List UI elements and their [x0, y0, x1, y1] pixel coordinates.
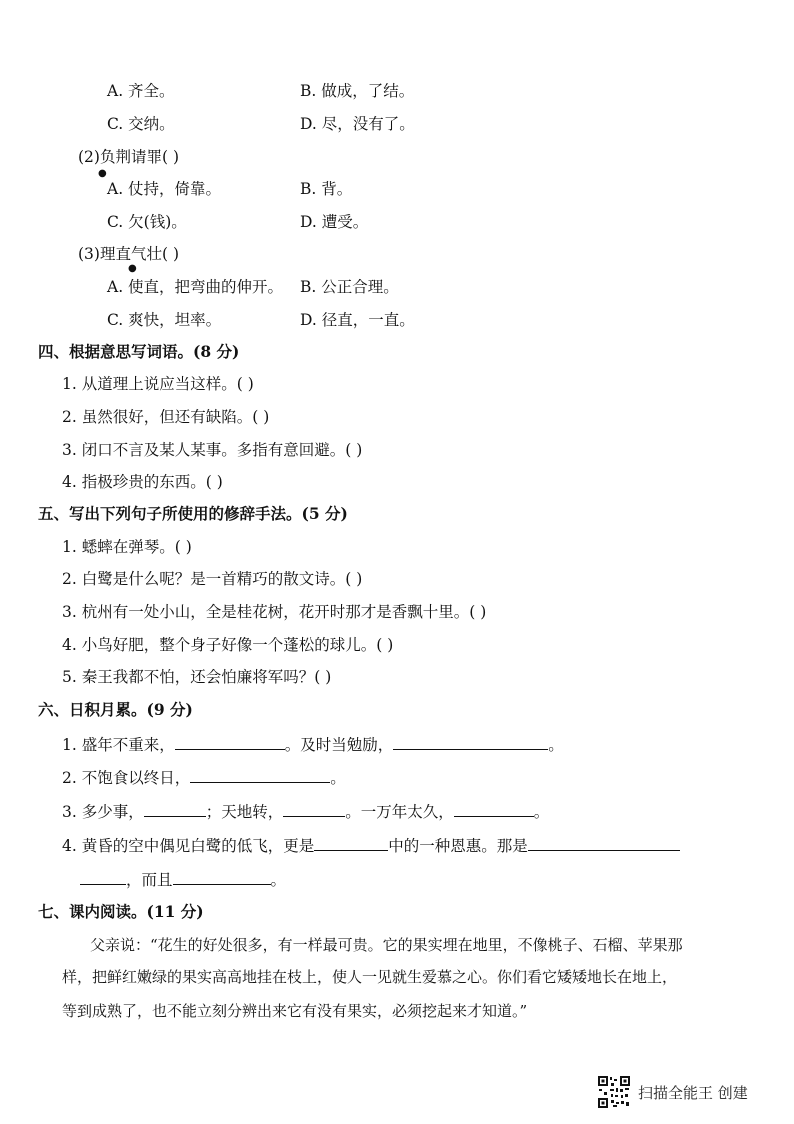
- q2-option-a: A. 仗持，倚靠。: [107, 180, 222, 198]
- q3-option-c: C. 爽快，坦率。: [107, 311, 222, 329]
- section-5-item: 1. 蟋蟀在弹琴。( ): [62, 538, 192, 556]
- q3-option-d: D. 径直，一直。: [300, 311, 415, 329]
- answer-blank[interactable]: [144, 800, 206, 817]
- q3-option-b: B. 公正合理。: [300, 278, 399, 296]
- section-6-line-4: 4. 黄昏的空中偶见白鹭的低飞，更是 中的一种恩惠。那是: [62, 834, 680, 857]
- q2-option-c: C. 欠(钱)。: [107, 213, 187, 231]
- reading-paragraph-line: 等到成熟了，也不能立刻分辨出来它有没有果实，必须挖起来才知道。”: [62, 1002, 528, 1020]
- emphasis-dot: ●: [98, 168, 107, 179]
- answer-blank[interactable]: [190, 766, 330, 783]
- qr-code-icon: [597, 1075, 631, 1109]
- section-5-item: 4. 小鸟好肥，整个身子好像一个蓬松的球儿。( ): [62, 636, 394, 654]
- section-6-title: 六、日积月累。(9 分): [38, 700, 193, 719]
- answer-blank[interactable]: [314, 834, 388, 851]
- q2-word: 负荆请罪: [99, 148, 162, 166]
- answer-blank[interactable]: [528, 834, 680, 851]
- section-5-title: 五、写出下列句子所使用的修辞手法。(5 分): [38, 504, 348, 523]
- answer-blank[interactable]: [454, 800, 534, 817]
- section-4-item: 2. 虽然很好，但还有缺陷。( ): [62, 408, 270, 426]
- q3-label: (3)理直气壮( ): [78, 245, 180, 263]
- emphasis-dot: ●: [128, 263, 137, 274]
- reading-paragraph-line: 父亲说：“花生的好处很多，有一样最可贵。它的果实埋在地里，不像桃子、石榴、苹果那: [90, 936, 683, 954]
- footer-watermark: 扫描全能王 创建: [638, 1084, 748, 1102]
- section-5-item: 3. 杭州有一处小山，全是桂花树，花开时那才是香飘十里。( ): [62, 603, 487, 621]
- answer-blank[interactable]: [175, 733, 285, 750]
- section-4-item: 1. 从道理上说应当这样。( ): [62, 375, 254, 393]
- section-6-line-1: 1. 盛年不重来， 。及时当勉励， 。: [62, 733, 564, 756]
- q2-option-d: D. 遭受。: [300, 213, 369, 231]
- section-7-title: 七、课内阅读。(11 分): [38, 902, 204, 921]
- section-4-item: 3. 闭口不言及某人某事。多指有意回避。( ): [62, 441, 363, 459]
- section-6-line-2: 2. 不饱食以终日， 。: [62, 766, 346, 789]
- q2-label: (2)负荆请罪( ): [78, 148, 180, 166]
- section-5-item: 5. 秦王我都不怕，还会怕廉将军吗？( ): [62, 668, 332, 686]
- q1-option-b: B. 做成，了结。: [300, 82, 415, 100]
- q1-option-a: A. 齐全。: [107, 82, 175, 100]
- answer-blank[interactable]: [80, 868, 126, 885]
- answer-blank[interactable]: [283, 800, 345, 817]
- answer-blank[interactable]: [173, 868, 271, 885]
- answer-blank[interactable]: [393, 733, 548, 750]
- section-6-line-5: ，而且 。: [80, 868, 286, 891]
- reading-paragraph-line: 样，把鲜红嫩绿的果实高高地挂在枝上，使人一见就生爱慕之心。你们看它矮矮地长在地上，: [62, 968, 678, 986]
- section-4-item: 4. 指极珍贵的东西。( ): [62, 473, 223, 491]
- q3-word: 理直气壮: [99, 245, 162, 263]
- q2-option-b: B. 背。: [300, 180, 353, 198]
- q1-option-d: D. 尽，没有了。: [300, 115, 415, 133]
- q3-option-a: A. 使直，把弯曲的伸开。: [107, 278, 284, 296]
- section-5-item: 2. 白鹭是什么呢？是一首精巧的散文诗。( ): [62, 570, 363, 588]
- q1-option-c: C. 交纳。: [107, 115, 175, 133]
- section-6-line-3: 3. 多少事， ；天地转， 。一万年太久， 。: [62, 800, 549, 823]
- section-4-title: 四、根据意思写词语。(8 分): [38, 342, 240, 361]
